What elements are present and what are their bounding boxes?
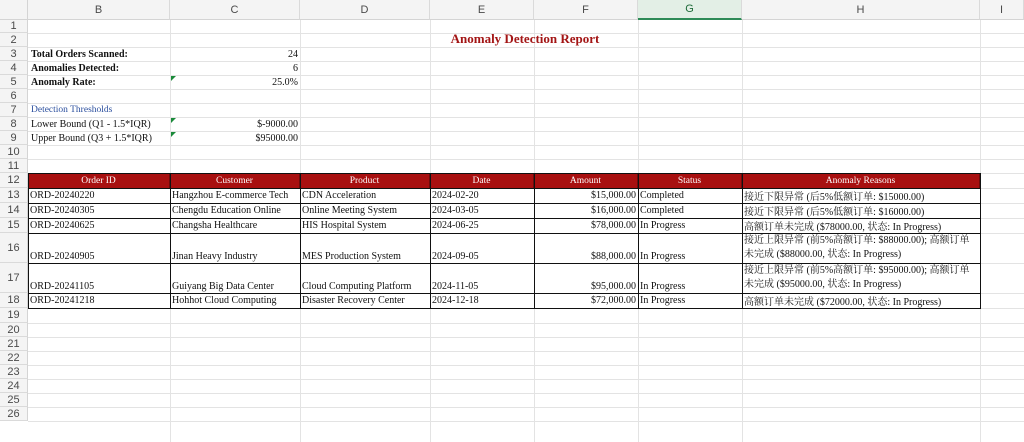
table-cell[interactable]: $15,000.00 (591, 190, 636, 201)
row-header-25[interactable]: 25 (0, 393, 28, 407)
table-cell[interactable]: 高额订单未完成 ($72000.00, 状态: In Progress) (744, 297, 942, 308)
table-cell[interactable]: 2024-12-18 (432, 295, 479, 306)
gridline-horizontal (28, 89, 1024, 90)
table-cell[interactable]: 接近下限异常 (后5%低额订单: $16000.00) (744, 207, 925, 218)
column-header-f[interactable]: F (534, 0, 638, 20)
table-border (28, 263, 981, 264)
column-header-h[interactable]: H (742, 0, 980, 20)
row-header-24[interactable]: 24 (0, 379, 28, 393)
gridline-horizontal (28, 103, 1024, 104)
table-border (300, 173, 301, 309)
table-cell[interactable]: $16,000.00 (591, 205, 636, 216)
summary-label: Total Orders Scanned: (31, 48, 128, 60)
row-header-7[interactable]: 7 (0, 103, 28, 117)
table-cell[interactable]: Guiyang Big Data Center (172, 281, 274, 292)
table-border (638, 173, 639, 309)
row-header-8[interactable]: 8 (0, 117, 28, 131)
gridline-horizontal (28, 379, 1024, 380)
summary-value: 6 (293, 62, 298, 74)
table-cell[interactable]: ORD-20240905 (30, 251, 95, 262)
select-all-corner[interactable] (0, 0, 28, 20)
table-cell[interactable]: MES Production System (302, 251, 401, 262)
table-cell[interactable]: ORD-20240625 (30, 220, 95, 231)
table-cell[interactable]: $72,000.00 (591, 295, 636, 306)
table-border (430, 173, 431, 309)
gridline-horizontal (28, 351, 1024, 352)
row-header-19[interactable]: 19 (0, 308, 28, 323)
table-cell[interactable]: 接近上限异常 (前5%高额订单: $88000.00); 高额订单未完成 ($88000.00, 状态: In Progress) (744, 235, 970, 260)
table-header-date[interactable]: Date (430, 173, 534, 188)
threshold-value: $95000.00 (255, 132, 298, 144)
table-border (742, 173, 743, 309)
comment-indicator (171, 76, 176, 81)
row-header-17[interactable]: 17 (0, 263, 28, 293)
table-cell[interactable]: 高额订单未完成 ($78000.00, 状态: In Progress) (744, 222, 942, 233)
table-header-product[interactable]: Product (300, 173, 430, 188)
report-title: Anomaly Detection Report (450, 31, 600, 46)
table-border (28, 218, 981, 219)
summary-label: Anomalies Detected: (31, 62, 120, 74)
row-header-18[interactable]: 18 (0, 293, 28, 308)
column-header-b[interactable]: B (28, 0, 170, 20)
threshold-label: Upper Bound (Q3 + 1.5*IQR) (31, 132, 152, 144)
row-header-20[interactable]: 20 (0, 323, 28, 337)
row-header-3[interactable]: 3 (0, 47, 28, 61)
table-cell[interactable]: 接近下限异常 (后5%低额订单: $15000.00) (744, 192, 925, 203)
table-cell[interactable]: 2024-09-05 (432, 251, 479, 262)
row-header-15[interactable]: 15 (0, 218, 28, 233)
comment-indicator (171, 118, 176, 123)
table-cell[interactable]: 接近上限异常 (前5%高额订单: $95000.00); 高额订单未完成 ($95000.00, 状态: In Progress) (744, 265, 970, 290)
table-border (28, 203, 981, 204)
table-cell[interactable]: 2024-06-25 (432, 220, 479, 231)
row-header-26[interactable]: 26 (0, 407, 28, 421)
summary-label: Anomaly Rate: (31, 76, 96, 88)
table-border (170, 173, 171, 309)
table-border (28, 173, 29, 309)
table-cell[interactable]: ORD-20241105 (30, 281, 95, 292)
row-header-5[interactable]: 5 (0, 75, 28, 89)
row-header-13[interactable]: 13 (0, 188, 28, 203)
table-border (534, 173, 535, 309)
table-cell[interactable]: In Progress (640, 251, 686, 262)
gridline-horizontal (28, 145, 1024, 146)
table-cell[interactable]: Cloud Computing Platform (302, 281, 412, 292)
column-header-g[interactable]: G (638, 0, 742, 20)
summary-value: 25.0% (272, 76, 298, 88)
row-header-23[interactable]: 23 (0, 365, 28, 379)
table-border (28, 308, 981, 309)
table-header-status[interactable]: Status (638, 173, 742, 188)
row-header-2[interactable]: 2 (0, 33, 28, 47)
gridline-horizontal (28, 393, 1024, 394)
table-header-order-id[interactable]: Order ID (28, 173, 170, 188)
table-header-amount[interactable]: Amount (534, 173, 638, 188)
gridline-horizontal (28, 421, 1024, 422)
column-header-e[interactable]: E (430, 0, 534, 20)
table-border (28, 293, 981, 294)
summary-value: 24 (288, 48, 298, 60)
table-cell[interactable]: Hangzhou E-commerce Tech (172, 190, 289, 201)
table-cell[interactable]: 2024-11-05 (432, 281, 479, 292)
table-cell[interactable]: Changsha Healthcare (172, 220, 258, 231)
table-cell[interactable]: Disaster Recovery Center (302, 295, 405, 306)
table-cell[interactable]: Completed (640, 205, 684, 216)
table-header-anomaly-reasons[interactable]: Anomaly Reasons (742, 173, 980, 188)
table-cell[interactable]: 2024-02-20 (432, 190, 479, 201)
row-header-1[interactable]: 1 (0, 20, 28, 33)
gridline-horizontal (28, 323, 1024, 324)
thresholds-heading: Detection Thresholds (31, 105, 113, 115)
row-header-16[interactable]: 16 (0, 233, 28, 263)
table-cell[interactable]: Hohhot Cloud Computing (172, 295, 277, 306)
table-cell[interactable]: Jinan Heavy Industry (172, 251, 258, 262)
threshold-label: Lower Bound (Q1 - 1.5*IQR) (31, 118, 151, 130)
gridline-horizontal (28, 337, 1024, 338)
table-border (28, 173, 981, 174)
table-cell[interactable]: Chengdu Education Online (172, 205, 281, 216)
table-cell[interactable]: Online Meeting System (302, 205, 397, 216)
gridline-horizontal (28, 365, 1024, 366)
table-cell[interactable]: ORD-20241218 (30, 295, 95, 306)
row-header-12[interactable]: 12 (0, 173, 28, 188)
table-cell[interactable]: $78,000.00 (591, 220, 636, 231)
column-header-d[interactable]: D (300, 0, 430, 20)
row-header-21[interactable]: 21 (0, 337, 28, 351)
row-header-22[interactable]: 22 (0, 351, 28, 365)
table-cell[interactable]: $88,000.00 (591, 251, 636, 262)
table-cell[interactable]: ORD-20240220 (30, 190, 95, 201)
column-header-c[interactable]: C (170, 0, 300, 20)
table-cell[interactable]: CDN Acceleration (302, 190, 377, 201)
row-header-4[interactable]: 4 (0, 61, 28, 75)
table-border (28, 188, 981, 189)
row-header-6[interactable]: 6 (0, 89, 28, 103)
table-cell[interactable]: HIS Hospital System (302, 220, 387, 231)
row-header-10[interactable]: 10 (0, 145, 28, 159)
table-cell[interactable]: ORD-20240305 (30, 205, 95, 216)
table-cell[interactable]: In Progress (640, 281, 686, 292)
threshold-value: $-9000.00 (257, 118, 298, 130)
comment-indicator (171, 132, 176, 137)
table-cell[interactable]: In Progress (640, 295, 686, 306)
row-header-14[interactable]: 14 (0, 203, 28, 218)
table-border (28, 233, 981, 234)
gridline-horizontal (28, 159, 1024, 160)
table-border (980, 173, 981, 309)
column-header-i[interactable]: I (980, 0, 1024, 20)
gridline-horizontal (28, 407, 1024, 408)
table-cell[interactable]: $95,000.00 (591, 281, 636, 292)
table-cell[interactable]: Completed (640, 190, 684, 201)
table-header-customer[interactable]: Customer (170, 173, 300, 188)
table-cell[interactable]: In Progress (640, 220, 686, 231)
row-header-11[interactable]: 11 (0, 159, 28, 173)
table-cell[interactable]: 2024-03-05 (432, 205, 479, 216)
row-header-9[interactable]: 9 (0, 131, 28, 145)
